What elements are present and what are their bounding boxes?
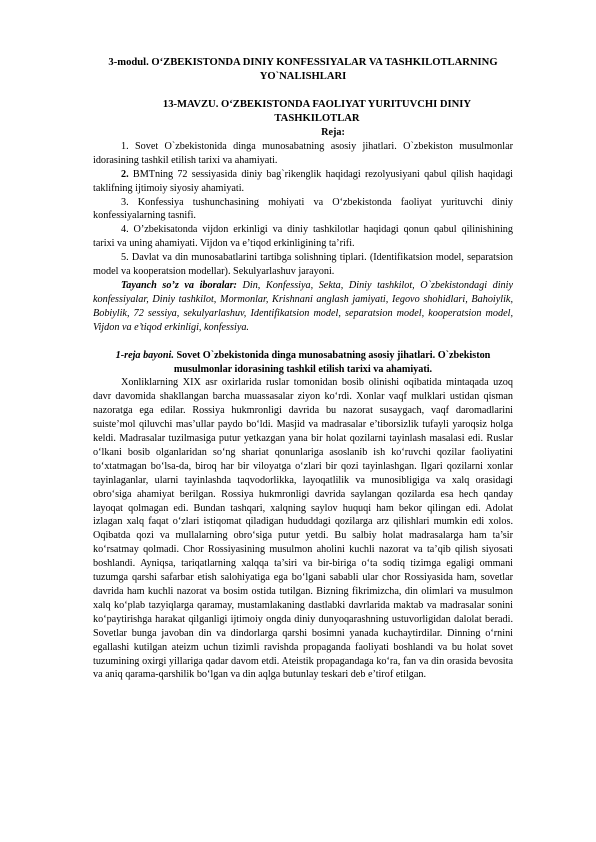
body-paragraph: Xonliklarning XIX asr oxirlarida ruslar tomonidan bosib olinishi oqibatida mintaqada uzoq davr davomida shakllangan barcha muassasalar ziyon ko‘rdi. Xonlar vaqf mulklari ustidan qisman nazoratga ega edilar. Rossiya hukmronligi davrida bu nazorat susaygach, vaqf daromadlarini suiste’mol qiluvchi mas’ullar paydo bo‘ldi. Masjid va madrasalar e’tiborsizlik tufayli yaroqsiz holga keldi. Madrasalar tuzilmasiga putur yetkazgan yana bir holat qozilarni tayinlash masalasi edi. Ruslar o‘lkani bosib olganlaridan so‘ng shariat qonunlariga asoslanib ish ko‘ruvchi qozilar faoliyatini to‘xtatmagan bo‘lsa-da, biroq har bir viloyatga o‘zlari bir qozi tayinlashgan. Ilgari qozilarni xonlar tayinlaganlar, ularni tayinlashda taqvodorlikka, layoqatlilik va munosibligiga va xalq orasidagi obro‘siga ahamiyat berilgan. Rossiya hukmronligi davrida saylangan qozilarda esa hech qanday layoqat qolmagan edi. Bundan tashqari, xalqning saylov huquqi ham bekor qilingan edi. Adolat izlagan xalq faqat o‘zlari istiqomat qiladigan hududdagi qozilarga arz qilishlari mumkin edi xolos. Oqibatda qozi va mullalarning obro‘siga putur yetdi. Bu salbiy holat madrasalarga ham ta’sir ko‘rsatmay qolmadi. Chor Rossiyasining musulmon aholini kuchli nazorat va ta’qib qilish siyosati boshlandi. Ayniqsa, tariqatlarning xalqqa ta’siri va bir-biriga o‘ta sodiq tizimga egaligi ommani tuzumga qarshi safarbar etish salohiyatiga ega bo‘lgani sababli ular chor Rossiyasida ham, sovetlar davrida ham kuchli nazorat va bosim ostida tutilgan. Bizning fikrimizcha, din olimlari va musulmon xalq ko‘plab tazyiqlarga qaramay, mustamlakaning dastlabki davrlarida maktab va madrasalar sonini ko‘paytirishga harakat qilganligi ijtimoiy ongda diniy dunyoqarashning ustuvorligidan dalolat beradi. Sovetlar bunga javoban din va dindorlarga qarshi bosimni yanada kuchaytirdilar. Dinning o‘rnini egallashi kutilgan ateizm uchun tizimli ravishda propaganda faoliyati boshlandi va bu holat sovet tuzumining oxirgi yillariga qadar davom etdi. Ateistik propagandaga ko‘ra, fan va din orasida bevosita va aniq qarama-qarshilik bo‘lgan va din aqlga butunlay teskari deb e’tirof etilgan. <box>93 377 513 681</box>
plan-item-number: 5. <box>121 252 129 264</box>
plan-item-text: BMTning 72 sessiyasida diniy bag`rikenglik haqidagi rezolyusiyani qabul qilish haqidagi taklifning ijtimoiy siyosiy ahamiyati. <box>93 168 513 194</box>
plan-item <box>93 196 513 224</box>
plan-item <box>93 168 513 196</box>
plan-item-number: 3. <box>121 196 129 208</box>
plan-item-text: O’zbekisatonda vijdon erkinligi va diniy tashkilotlar haqidagi qonun qabul qilinishining tarixi va uning ahamiyati. Vijdon va e’tiqod erkinligining ta’rifi. <box>93 224 513 250</box>
plan-item-number: 2. <box>121 168 129 180</box>
keywords-paragraph <box>93 279 513 335</box>
plan-item-text: Davlat va din munosabatlarini tartibga solishning tiplari. (Identifikatsion model, separatsion model va kooperatsion modellar). Sekulyarlashuv jarayoni. <box>93 252 513 278</box>
plan-item <box>93 251 513 279</box>
plan-item-number: 1. <box>121 140 129 152</box>
plan-item <box>93 140 513 168</box>
keywords-text: Din, Konfessiya, Sekta, Diniy tashkilot, O`zbekistondagi diniy konfessiyalar, Diniy tashkilot, Mormonlar, Krishnani anglash jamiyati, Iegovo shohidlari, Bahoiylik, Bobiylik, 72 sessiya, sekulyarlashuv, Identifikatsion model, separatsion model, kooperatsion model, Vijdon va e’tiqod erkinligi, konfessiya. <box>93 279 513 333</box>
plan-item <box>93 223 513 251</box>
plan-item-text: Konfessiya tushunchasining mohiyati va O‘zbekistonda faoliyat yurituvchi diniy konfessiyalarning tasnifi. <box>93 196 513 222</box>
plan-heading: Reja: <box>321 127 345 138</box>
plan-item-text: Sovet O`zbekistonida dinga munosabatning asosiy jihatlari. O`zbekiston musulmonlar idorasining tashkil etilish tarixi va ahamiyati. <box>93 140 513 166</box>
plan-list <box>93 140 513 279</box>
module-title: 3-modul. O‘ZBEKISTONDA DINIY KONFESSIYALAR VA TASHKILOTLARNING YO`NALISHLARI <box>108 57 498 82</box>
section-heading <box>93 349 513 377</box>
section-title: Sovet O`zbekistonida dinga munosabatning asosiy jihatlari. O`zbekiston musulmonlar idorasining tashkil etilish tarixi va ahamiyati. <box>173 349 491 375</box>
topic-title: 13-MAVZU. O‘ZBEKISTONDA FAOLIYAT YURITUVCHI DINIY TASHKILOTLAR <box>162 99 472 124</box>
keywords-label: Tayanch so’z va iboralar: <box>121 279 237 291</box>
section-plan-tag: 1-reja bayoni. <box>115 349 174 361</box>
plan-item-number: 4. <box>121 224 129 236</box>
